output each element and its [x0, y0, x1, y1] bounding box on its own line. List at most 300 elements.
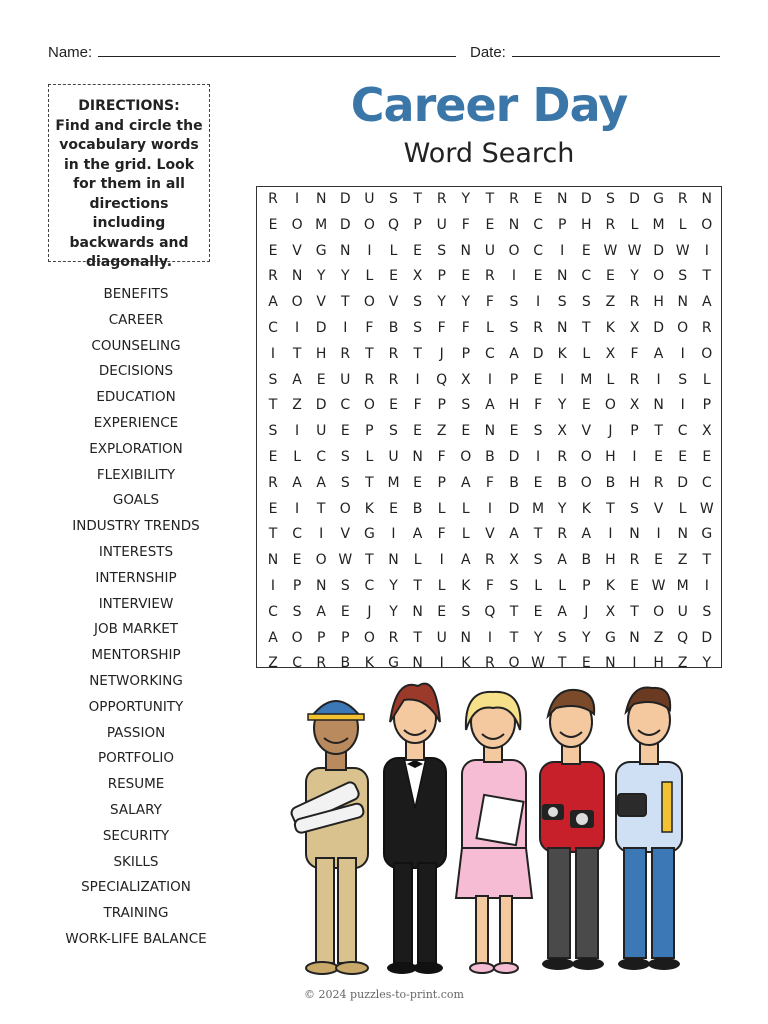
grid-letter[interactable]: I [487, 371, 492, 388]
grid-letter[interactable]: D [653, 320, 664, 336]
grid-letter[interactable]: E [654, 552, 664, 569]
grid-letter[interactable]: T [533, 526, 543, 543]
grid-letter[interactable]: N [556, 320, 568, 336]
grid-letter[interactable]: T [268, 526, 278, 543]
grid-letter[interactable]: F [461, 216, 470, 233]
grid-letter[interactable]: D [677, 474, 689, 491]
grid-letter[interactable]: Y [533, 629, 543, 646]
grid-letter[interactable]: E [605, 268, 615, 285]
grid-letter[interactable]: A [461, 474, 471, 491]
grid-letter[interactable]: U [340, 371, 351, 388]
name-field[interactable] [48, 42, 456, 61]
grid-letter[interactable]: S [461, 397, 471, 414]
grid-letter[interactable]: Z [436, 423, 447, 440]
grid-letter[interactable]: D [315, 320, 327, 336]
grid-letter[interactable]: R [653, 474, 664, 491]
grid-letter[interactable]: V [485, 526, 495, 543]
grid-letter[interactable]: E [389, 500, 398, 517]
grid-letter[interactable]: O [460, 449, 472, 465]
grid-letter[interactable]: C [533, 216, 543, 233]
grid-letter[interactable]: S [292, 603, 302, 620]
grid-letter[interactable]: X [461, 371, 471, 388]
grid-letter[interactable]: T [292, 345, 302, 362]
grid-letter[interactable]: T [509, 629, 519, 646]
grid-letter[interactable]: Y [437, 294, 446, 311]
grid-letter[interactable]: S [702, 603, 712, 620]
grid-letter[interactable]: O [701, 345, 713, 362]
grid-letter[interactable]: C [268, 320, 278, 336]
grid-letter[interactable]: O [363, 216, 375, 233]
grid-letter[interactable]: S [268, 423, 278, 440]
grid-letter[interactable]: Z [653, 629, 664, 646]
grid-letter[interactable]: E [533, 603, 543, 620]
grid-letter[interactable]: S [461, 603, 471, 620]
grid-letter[interactable]: E [630, 578, 639, 594]
grid-letter[interactable]: C [340, 397, 351, 414]
grid-letter[interactable]: E [413, 474, 423, 491]
grid-letter[interactable]: S [533, 423, 543, 440]
grid-letter[interactable]: F [437, 449, 446, 465]
grid-letter[interactable]: R [340, 345, 351, 362]
grid-letter[interactable]: I [391, 526, 396, 543]
grid-letter[interactable]: D [508, 500, 520, 517]
grid-letter[interactable]: R [557, 449, 568, 465]
grid-letter[interactable]: E [268, 216, 278, 233]
grid-letter[interactable]: Z [268, 655, 278, 672]
grid-letter[interactable]: P [509, 371, 519, 388]
grid-letter[interactable]: O [604, 397, 616, 414]
grid-letter[interactable]: K [605, 320, 615, 336]
grid-letter[interactable]: P [702, 397, 712, 414]
grid-letter[interactable]: R [485, 655, 495, 672]
grid-letter[interactable]: O [339, 500, 351, 517]
grid-letter[interactable]: T [606, 500, 615, 517]
grid-letter[interactable]: I [270, 578, 276, 594]
grid-letter[interactable]: S [268, 371, 278, 388]
grid-letter[interactable]: G [653, 191, 665, 207]
grid-letter[interactable]: A [316, 603, 326, 620]
grid-letter[interactable]: E [316, 371, 326, 388]
grid-letter[interactable]: P [557, 216, 567, 233]
grid-letter[interactable]: S [509, 578, 519, 594]
grid-letter[interactable]: Y [461, 191, 471, 207]
grid-letter[interactable]: D [339, 216, 351, 233]
grid-letter[interactable]: C [292, 526, 302, 543]
grid-letter[interactable]: I [536, 294, 541, 311]
grid-letter[interactable]: S [557, 629, 567, 646]
grid-letter[interactable]: S [413, 320, 423, 336]
grid-letter[interactable]: R [268, 474, 278, 491]
grid-letter[interactable]: N [340, 242, 351, 259]
grid-letter[interactable]: I [295, 423, 300, 440]
grid-letter[interactable]: T [365, 552, 374, 569]
grid-letter[interactable]: M [652, 216, 665, 233]
grid-letter[interactable]: N [677, 526, 688, 543]
grid-letter[interactable]: W [603, 242, 618, 259]
grid-letter[interactable]: Q [436, 371, 448, 388]
grid-letter[interactable]: E [268, 449, 278, 465]
grid-letter[interactable]: A [485, 397, 495, 414]
grid-letter[interactable]: G [701, 526, 713, 543]
grid-letter[interactable]: E [340, 603, 350, 620]
grid-letter[interactable]: J [439, 345, 444, 362]
grid-letter[interactable]: X [509, 552, 519, 569]
grid-letter[interactable]: H [508, 397, 520, 414]
grid-letter[interactable]: L [582, 345, 591, 362]
grid-letter[interactable]: E [413, 242, 423, 259]
grid-letter[interactable]: S [389, 423, 398, 440]
grid-letter[interactable]: T [582, 320, 591, 336]
grid-letter[interactable]: D [653, 242, 664, 259]
grid-letter[interactable]: Y [389, 578, 398, 594]
grid-letter[interactable]: E [268, 242, 278, 259]
grid-letter[interactable]: U [677, 603, 688, 620]
grid-letter[interactable]: S [533, 552, 543, 569]
grid-letter[interactable]: E [389, 397, 398, 414]
grid-letter[interactable]: T [509, 603, 519, 620]
grid-letter[interactable]: K [557, 345, 567, 362]
grid-letter[interactable]: N [484, 423, 496, 440]
grid-letter[interactable]: N [267, 552, 279, 569]
grid-letter[interactable]: P [437, 268, 446, 285]
grid-letter[interactable]: E [533, 191, 543, 207]
grid-letter[interactable]: T [485, 191, 495, 207]
grid-letter[interactable]: L [558, 578, 567, 594]
grid-letter[interactable]: I [511, 268, 517, 285]
grid-letter[interactable]: L [365, 268, 374, 285]
grid-letter[interactable]: S [340, 474, 350, 491]
grid-letter[interactable]: O [291, 629, 303, 646]
grid-letter[interactable]: S [340, 578, 350, 594]
grid-letter[interactable]: T [413, 345, 422, 362]
grid-letter[interactable]: C [581, 268, 592, 285]
grid-letter[interactable]: I [632, 449, 637, 465]
grid-letter[interactable]: P [292, 578, 302, 594]
grid-letter[interactable]: N [315, 578, 327, 594]
grid-letter[interactable]: A [557, 552, 567, 569]
grid-letter[interactable]: S [678, 371, 688, 388]
grid-letter[interactable]: S [557, 294, 567, 311]
grid-letter[interactable]: R [364, 371, 375, 388]
grid-letter[interactable]: X [629, 320, 640, 336]
grid-letter[interactable]: A [268, 629, 278, 646]
grid-letter[interactable]: Q [484, 603, 496, 620]
grid-letter[interactable]: X [557, 423, 567, 440]
grid-letter[interactable]: F [534, 397, 543, 414]
grid-letter[interactable]: T [413, 629, 422, 646]
grid-letter[interactable]: O [315, 552, 327, 569]
grid-letter[interactable]: I [704, 578, 709, 594]
grid-letter[interactable]: C [701, 474, 712, 491]
grid-letter[interactable]: R [268, 268, 278, 285]
grid-letter[interactable]: L [437, 500, 446, 517]
grid-letter[interactable]: I [319, 526, 324, 543]
grid-letter[interactable]: E [581, 655, 591, 672]
grid-letter[interactable]: J [608, 423, 613, 440]
grid-letter[interactable]: T [413, 191, 422, 207]
grid-letter[interactable]: Y [461, 294, 471, 311]
grid-letter[interactable]: L [702, 371, 711, 388]
grid-letter[interactable]: I [656, 371, 661, 388]
grid-letter[interactable]: S [581, 294, 591, 311]
grid-letter[interactable]: C [485, 345, 495, 362]
grid-letter[interactable]: I [295, 500, 300, 517]
date-field[interactable] [470, 42, 720, 61]
grid-letter[interactable]: W [531, 655, 546, 672]
grid-letter[interactable]: C [364, 578, 375, 594]
grid-letter[interactable]: X [605, 345, 616, 362]
grid-letter[interactable]: D [580, 191, 592, 207]
grid-letter[interactable]: S [340, 449, 350, 465]
grid-letter[interactable]: J [367, 603, 372, 620]
grid-letter[interactable]: H [605, 449, 616, 465]
grid-letter[interactable]: Y [630, 268, 639, 285]
grid-letter[interactable]: J [584, 603, 589, 620]
grid-letter[interactable]: Y [557, 500, 567, 517]
grid-letter[interactable]: R [388, 345, 399, 362]
grid-letter[interactable]: D [508, 449, 520, 465]
grid-letter[interactable]: T [316, 500, 326, 517]
grid-letter[interactable]: P [582, 578, 591, 594]
grid-letter[interactable]: P [413, 216, 422, 233]
grid-letter[interactable]: Y [316, 268, 326, 285]
grid-letter[interactable]: N [315, 191, 327, 207]
grid-letter[interactable]: U [316, 423, 327, 440]
grid-letter[interactable]: N [508, 216, 520, 233]
grid-letter[interactable]: O [363, 629, 375, 646]
grid-letter[interactable]: R [557, 526, 568, 543]
grid-letter[interactable]: A [412, 526, 423, 543]
grid-letter[interactable]: K [461, 655, 471, 672]
grid-letter[interactable]: E [509, 423, 519, 440]
grid-letter[interactable]: V [388, 294, 399, 311]
grid-letter[interactable]: D [629, 191, 640, 207]
grid-letter[interactable]: R [605, 216, 616, 233]
grid-letter[interactable]: R [629, 552, 640, 569]
grid-letter[interactable]: H [629, 474, 640, 491]
grid-letter[interactable]: R [509, 191, 519, 207]
grid-letter[interactable]: A [581, 526, 592, 543]
grid-letter[interactable]: T [557, 655, 567, 672]
grid-letter[interactable]: S [437, 242, 447, 259]
grid-letter[interactable]: L [437, 578, 446, 594]
grid-letter[interactable]: Y [702, 655, 712, 672]
grid-letter[interactable]: V [292, 242, 302, 259]
grid-letter[interactable]: T [654, 423, 663, 440]
grid-letter[interactable]: M [532, 500, 545, 517]
grid-letter[interactable]: S [389, 191, 398, 207]
grid-letter[interactable]: C [268, 603, 278, 620]
grid-letter[interactable]: I [560, 242, 565, 259]
grid-letter[interactable]: S [630, 500, 639, 517]
grid-letter[interactable]: F [485, 294, 494, 311]
grid-letter[interactable]: I [367, 242, 372, 259]
grid-letter[interactable]: I [608, 526, 613, 543]
grid-letter[interactable]: E [533, 268, 543, 285]
grid-letter[interactable]: B [605, 474, 616, 491]
grid-letter[interactable]: N [605, 655, 616, 672]
grid-letter[interactable]: G [315, 242, 327, 259]
grid-letter[interactable]: E [389, 268, 398, 285]
grid-letter[interactable]: K [364, 500, 374, 517]
grid-letter[interactable]: N [653, 397, 664, 414]
grid-letter[interactable]: F [630, 345, 639, 362]
grid-letter[interactable]: O [291, 294, 303, 311]
grid-letter[interactable]: E [678, 449, 688, 465]
grid-letter[interactable]: O [580, 474, 592, 491]
grid-letter[interactable]: E [461, 423, 471, 440]
grid-letter[interactable]: F [413, 397, 422, 414]
grid-letter[interactable]: G [388, 655, 399, 672]
grid-letter[interactable]: L [606, 371, 615, 388]
grid-letter[interactable]: T [702, 552, 712, 569]
grid-letter[interactable]: C [292, 655, 302, 672]
grid-letter[interactable]: P [630, 423, 639, 440]
grid-letter[interactable]: A [702, 294, 712, 311]
grid-letter[interactable]: I [270, 345, 276, 362]
grid-letter[interactable]: R [533, 320, 543, 336]
grid-letter[interactable]: N [556, 191, 568, 207]
grid-letter[interactable]: V [316, 294, 326, 311]
grid-letter[interactable]: A [292, 474, 302, 491]
grid-letter[interactable]: I [656, 526, 661, 543]
grid-letter[interactable]: A [316, 474, 326, 491]
grid-letter[interactable]: B [557, 474, 567, 491]
grid-letter[interactable]: A [653, 345, 664, 362]
grid-letter[interactable]: R [388, 629, 399, 646]
grid-letter[interactable]: I [487, 629, 492, 646]
grid-letter[interactable]: G [604, 629, 616, 646]
grid-letter[interactable]: E [292, 552, 302, 569]
grid-letter[interactable]: E [268, 500, 278, 517]
grid-letter[interactable]: A [509, 345, 519, 362]
grid-letter[interactable]: R [629, 294, 640, 311]
grid-letter[interactable]: N [460, 242, 472, 259]
grid-letter[interactable]: P [461, 345, 471, 362]
grid-letter[interactable]: P [316, 629, 326, 646]
grid-letter[interactable]: H [653, 655, 664, 672]
grid-letter[interactable]: A [557, 603, 567, 620]
grid-letter[interactable]: L [485, 320, 494, 336]
grid-letter[interactable]: T [702, 268, 712, 285]
grid-letter[interactable]: E [533, 371, 543, 388]
grid-letter[interactable]: W [699, 500, 714, 517]
grid-letter[interactable]: L [678, 500, 687, 517]
grid-letter[interactable]: N [556, 268, 568, 285]
grid-letter[interactable]: I [680, 397, 685, 414]
grid-letter[interactable]: E [413, 423, 423, 440]
grid-letter[interactable]: F [485, 474, 494, 491]
grid-letter[interactable]: B [581, 552, 592, 569]
grid-letter[interactable]: L [534, 578, 542, 594]
grid-letter[interactable]: C [316, 449, 327, 465]
grid-letter[interactable]: I [632, 655, 637, 672]
grid-letter[interactable]: I [680, 345, 685, 362]
grid-letter[interactable]: R [677, 191, 688, 207]
grid-letter[interactable]: N [629, 629, 640, 646]
grid-letter[interactable]: E [702, 449, 712, 465]
grid-letter[interactable]: D [701, 629, 713, 646]
grid-letter[interactable]: K [581, 500, 591, 517]
grid-letter[interactable]: R [701, 320, 712, 336]
grid-letter[interactable]: C [677, 423, 688, 440]
grid-letter[interactable]: N [677, 294, 688, 311]
date-blank-line[interactable] [512, 42, 720, 57]
grid-letter[interactable]: V [340, 526, 351, 543]
grid-letter[interactable]: X [605, 603, 616, 620]
grid-letter[interactable]: F [365, 320, 374, 336]
grid-letter[interactable]: L [293, 449, 301, 465]
grid-letter[interactable]: A [292, 371, 302, 388]
grid-letter[interactable]: K [364, 655, 374, 672]
grid-letter[interactable]: M [387, 474, 400, 491]
grid-letter[interactable]: M [315, 216, 328, 233]
grid-letter[interactable]: P [341, 629, 350, 646]
grid-letter[interactable]: Q [677, 629, 689, 646]
grid-letter[interactable]: N [460, 629, 472, 646]
grid-letter[interactable]: Q [387, 216, 400, 233]
grid-letter[interactable]: O [701, 216, 713, 233]
grid-letter[interactable]: F [485, 578, 494, 594]
name-blank-line[interactable] [98, 42, 456, 57]
grid-letter[interactable]: H [605, 552, 616, 569]
grid-letter[interactable]: O [653, 268, 665, 285]
grid-letter[interactable]: D [315, 397, 327, 414]
grid-letter[interactable]: O [363, 397, 375, 414]
grid-letter[interactable]: U [436, 629, 447, 646]
grid-letter[interactable]: N [388, 552, 399, 569]
grid-letter[interactable]: T [365, 345, 374, 362]
grid-letter[interactable]: B [509, 474, 519, 491]
grid-letter[interactable]: B [485, 449, 495, 465]
grid-letter[interactable]: L [389, 242, 398, 259]
grid-letter[interactable]: B [412, 500, 423, 517]
grid-letter[interactable]: U [364, 191, 375, 207]
grid-letter[interactable]: E [654, 449, 664, 465]
grid-letter[interactable]: P [437, 474, 446, 491]
grid-letter[interactable]: N [701, 191, 713, 207]
grid-letter[interactable]: F [437, 320, 446, 336]
grid-letter[interactable]: I [560, 371, 565, 388]
grid-letter[interactable]: P [365, 423, 374, 440]
grid-letter[interactable]: R [436, 191, 447, 207]
grid-letter[interactable]: N [412, 655, 423, 672]
grid-letter[interactable]: N [412, 603, 423, 620]
grid-letter[interactable]: R [485, 552, 495, 569]
grid-letter[interactable]: A [461, 552, 471, 569]
grid-letter[interactable]: U [436, 216, 447, 233]
grid-letter[interactable]: F [437, 526, 446, 543]
grid-letter[interactable]: N [629, 526, 640, 543]
grid-letter[interactable]: O [677, 320, 689, 336]
grid-letter[interactable]: U [388, 449, 399, 465]
grid-letter[interactable]: R [316, 655, 327, 672]
grid-letter[interactable]: E [485, 216, 495, 233]
grid-letter[interactable]: A [509, 526, 519, 543]
grid-letter[interactable]: N [291, 268, 303, 285]
grid-letter[interactable]: S [605, 191, 615, 207]
grid-letter[interactable]: Z [677, 552, 688, 569]
grid-letter[interactable]: D [339, 191, 351, 207]
grid-letter[interactable]: I [439, 552, 444, 569]
grid-letter[interactable]: E [533, 474, 543, 491]
grid-letter[interactable]: S [509, 294, 519, 311]
grid-letter[interactable]: I [415, 371, 420, 388]
grid-letter[interactable]: U [484, 242, 496, 259]
grid-letter[interactable]: K [605, 578, 615, 594]
grid-letter[interactable]: P [437, 397, 446, 414]
grid-letter[interactable]: Z [677, 655, 688, 672]
